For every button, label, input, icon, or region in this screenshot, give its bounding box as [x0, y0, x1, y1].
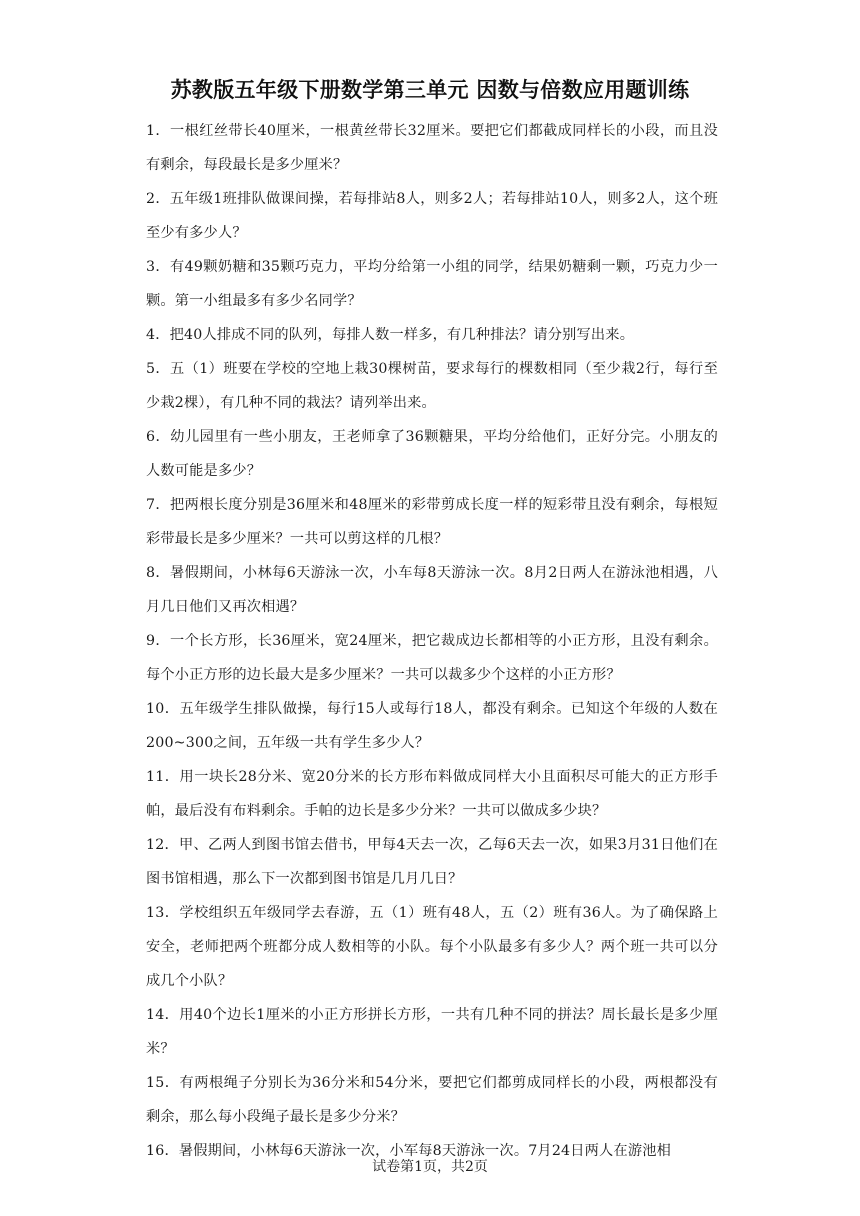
- question-item: 6．幼儿园里有一些小朋友，王老师拿了36颗糖果，平均分给他们，正好分完。小朋友的人数可能是多少？: [146, 429, 718, 479]
- question-item: 1．一根红丝带长40厘米，一根黄丝带长32厘米。要把它们都截成同样长的小段，而且没有剩余，每段最长是多少厘米？: [146, 123, 718, 173]
- question-item: 8．暑假期间，小林每6天游泳一次，小车每8天游泳一次。8月2日两人在游泳池相遇，八月几日他们又再次相遇？: [146, 565, 718, 615]
- question-item: 15．有两根绳子分别长为36分米和54分米，要把它们都剪成同样长的小段，两根都没有剩余，那么每小段绳子最长是多少分米？: [146, 1075, 718, 1125]
- question-item: 16．暑假期间，小林每6天游泳一次，小军每8天游泳一次。7月24日两人在游池相: [146, 1143, 671, 1159]
- question-item: 14．用40个边长1厘米的小正方形拼长方形，一共有几种不同的拼法？周长最长是多少厘米？: [146, 1007, 718, 1057]
- question-item: 10．五年级学生排队做操，每行15人或每行18人，都没有剩余。已知这个年级的人数在200~300之间，五年级一共有学生多少人？: [146, 701, 718, 751]
- question-item: 5．五（1）班要在学校的空地上栽30棵树苗，要求每行的棵数相同（至少栽2行，每行至少栽2棵），有几种不同的栽法？请列举出来。: [146, 361, 718, 411]
- question-item: 7．把两根长度分别是36厘米和48厘米的彩带剪成长度一样的短彩带且没有剩余，每根短彩带最长是多少厘米？一共可以剪这样的几根？: [146, 497, 718, 547]
- question-item: 12．甲、乙两人到图书馆去借书，甲每4天去一次，乙每6天去一次，如果3月31日他们在图书馆相遇，那么下一次都到图书馆是几月几日？: [146, 837, 718, 887]
- question-item: 2．五年级1班排队做课间操，若每排站8人，则多2人；若每排站10人，则多2人，这个班至少有多少人？: [146, 191, 718, 241]
- question-item: 4．把40人排成不同的队列，每排人数一样多，有几种排法？请分别写出来。: [146, 327, 635, 343]
- page-footer: 试卷第1页，共2页: [372, 1159, 488, 1175]
- question-item: 13．学校组织五年级同学去春游，五（1）班有48人，五（2）班有36人。为了确保路上安全，老师把两个班都分成人数相等的小队。每个小队最多有多少人？两个班一共可以分成几个小队？: [146, 905, 718, 989]
- question-item: 3．有49颗奶糖和35颗巧克力，平均分给第一小组的同学，结果奶糖剩一颗，巧克力少一颗。第一小组最多有多少名同学？: [146, 259, 718, 309]
- question-list: [146, 114, 718, 1168]
- question-item: 11．用一块长28分米、宽20分米的长方形布料做成同样大小且面积尽可能大的正方形手帕，最后没有布料剩余。手帕的边长是多少分米？一共可以做成多少块？: [146, 769, 718, 819]
- question-item: 9．一个长方形，长36厘米，宽24厘米，把它裁成边长都相等的小正方形，且没有剩余。每个小正方形的边长最大是多少厘米？一共可以裁多少个这样的小正方形？: [146, 633, 718, 683]
- page-title: 苏教版五年级下册数学第三单元 因数与倍数应用题训练: [170, 78, 690, 102]
